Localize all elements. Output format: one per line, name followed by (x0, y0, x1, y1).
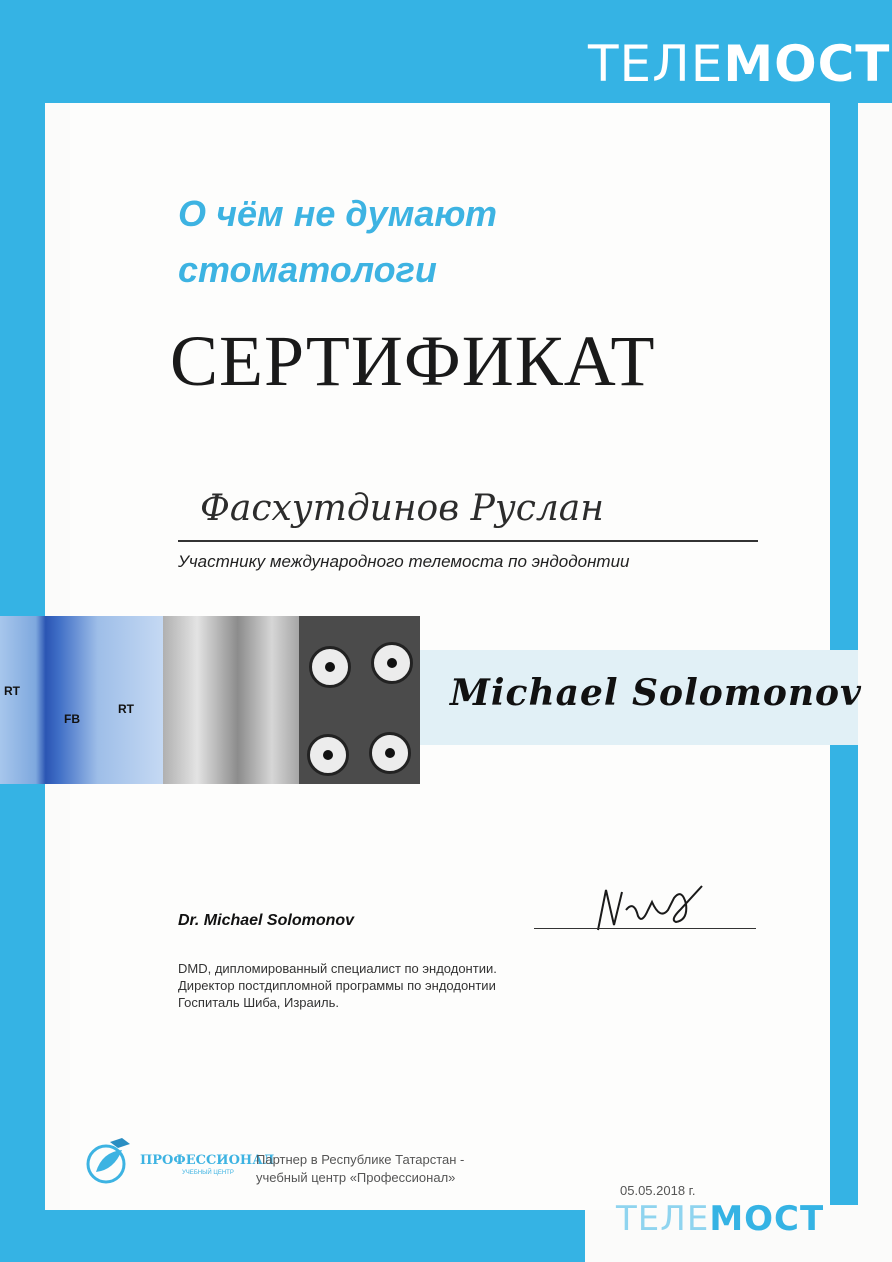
banner-signature-name: Michael Solomonov (450, 672, 862, 714)
event-subtitle: О чём не думают стоматологи (178, 193, 498, 290)
professional-logo-subtext: УЧЕБНЫЙ ЦЕНТР (182, 1170, 234, 1176)
name-underline (178, 540, 758, 542)
dental-photos (0, 616, 420, 784)
participant-text: Участнику международного телемоста по эндодонтии (178, 552, 630, 571)
professional-logo-text: ПРОФЕССИОНАЛ (140, 1153, 275, 1168)
tooth-section (369, 732, 411, 774)
photo-label: RT (118, 702, 134, 716)
signer-name: Dr. Michael Solomonov (178, 912, 355, 929)
partner-line: учебный центр «Профессионал» (256, 1170, 456, 1185)
certificate-title: СЕРТИФИКАТ (170, 321, 656, 401)
issue-date: 05.05.2018 г. (620, 1183, 696, 1198)
frame-bottom (0, 1210, 585, 1262)
professional-leaf-icon (82, 1136, 136, 1186)
tooth-section (307, 734, 349, 776)
signer-description (178, 960, 578, 1011)
photo-label: RT (4, 684, 20, 698)
partner-line: Партнер в Республике Татарстан - (256, 1152, 465, 1167)
professional-logo (82, 1136, 275, 1186)
frame-right (830, 0, 858, 1205)
photo-label: FB (64, 712, 80, 726)
signature-line (534, 928, 756, 929)
partner-text (256, 1151, 464, 1187)
tooth-section (309, 646, 351, 688)
telemost-logo-top: ТЕЛЕМОСТ (588, 35, 891, 93)
tooth-cross-section-photo (299, 616, 420, 784)
desc-line: Директор постдипломной программы по эндодонтии (178, 978, 496, 993)
desc-line: DMD, дипломированный специалист по эндодонтии. (178, 961, 497, 976)
histology-photo (0, 616, 163, 784)
handwritten-signature (590, 880, 720, 940)
tooth-section (371, 642, 413, 684)
xray-photo (163, 616, 299, 784)
telemost-logo-bottom: ТЕЛЕМОСТ (616, 1199, 825, 1239)
desc-line: Госпиталь Шиба, Израиль. (178, 995, 339, 1010)
recipient-name: Фасхутдинов Руслан (200, 488, 604, 529)
